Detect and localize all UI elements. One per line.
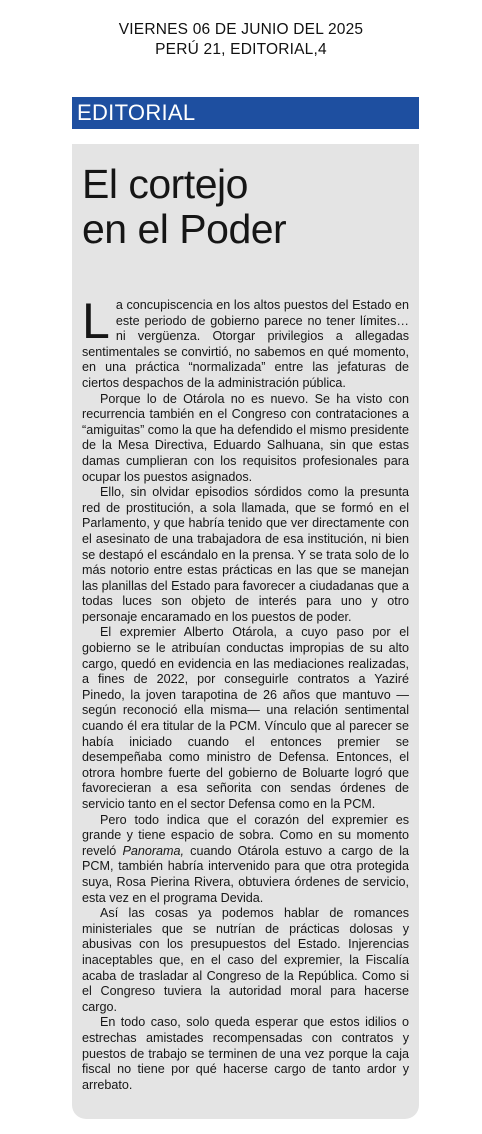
date-line: VIERNES 06 DE JUNIO DEL 2025 [118,21,364,38]
article-body [82,293,409,1093]
clipping-meta [0,20,482,60]
paragraph-5-emphasis: Panorama, [122,843,185,858]
paragraph-1 [82,293,409,392]
paragraph-7: En todo caso, solo queda esperar que estos idilios o estrechas amistades recompensadas con contratos y puestos de trabajo se terminen de una vez porque la caja fiscal no tiene por qué hacerse cargo de tanto ardor y arrebato. [82,1015,409,1092]
title-line-2: en el Poder [82,206,287,252]
paragraph-1-text: a concupiscencia en los altos puestos del Estado en este periodo de gobierno parece no tener límites… ni vergüenza. Otorgar privilegios a allegadas sentimentales se convirtió, no sabemos en qué momento, en una práctica “normalizada” entre las jefaturas de ciertos despachos de la administración pública. [82,298,409,390]
section-band [72,97,419,129]
drop-cap: L [82,293,110,349]
paragraph-5 [82,813,409,907]
paragraph-3: Ello, sin olvidar episodios sórdidos como la presunta red de prostitución, a sola llamada, que se formó en el Parlamento, y que habría tenido que ver directamente con el asesinato de una trabajadora de esa institución, ni bien se destapó el escándalo en la prensa. Y se trata solo de lo más notorio entre estas prácticas en las que se manejan las planillas del Estado para favorecer a ciudadanas que a todas luces son objeto de interés para uno y otro personaje encaramado en los puestos de poder. [82,485,409,624]
title-line-1: El cortejo [82,161,248,207]
paragraph-5-text-a: Pero todo indica que el corazón del expremier es grande y tiene espacio de sobra. Como en su momento reveló [82,812,409,858]
paragraph-6: Así las cosas ya podemos hablar de romances ministeriales que se nutrían de prácticas dolosas y abusivas con los presupuestos del Estado. Injerencias inaceptables que, en el caso del expremier, la Fiscalía acaba de trasladar al Congreso de la República. Como si el Congreso tuviera la autoridad moral para hacerse cargo. [82,906,409,1014]
article-title [82,162,402,252]
section-label: EDITORIAL [77,100,196,125]
paragraph-5-text-b: cuando Otárola estuvo a cargo de la PCM, también habría intervenido para que otra protegida suya, Rosa Pierina Rivera, obtuviera órdenes de servicio, esta vez en el programa Devida. [82,843,409,905]
source-line: PERÚ 21, EDITORIAL,4 [155,41,327,58]
paragraph-4: El expremier Alberto Otárola, a cuyo paso por el gobierno se le atribuían conductas impropias de su alto cargo, quedó en evidencia en las mediaciones realizadas, a fines de 2022, por conseguirle contratos a Yaziré Pinedo, la joven tarapotina de 26 años que mantuvo —según reconoció ella misma— una relación sentimental cuando él era titular de la PCM. Vínculo que al parecer se había iniciado cuando el entonces premier se desempeñaba como ministro de Defensa. Entonces, el otrora hombre fuerte del gobierno de Boluarte logró que favorecieran a esa señorita con sendas órdenes de servicio tanto en el sector Defensa como en la PCM. [82,625,409,811]
paragraph-2: Porque lo de Otárola no es nuevo. Se ha visto con recurrencia también en el Congreso con contrataciones a “amiguitas” como la que ha defendido el mismo presidente de la Mesa Directiva, Eduardo Salhuana, sin que estas damas cumplieran con los requisitos profesionales para ocupar los puestos asignados. [82,391,409,484]
